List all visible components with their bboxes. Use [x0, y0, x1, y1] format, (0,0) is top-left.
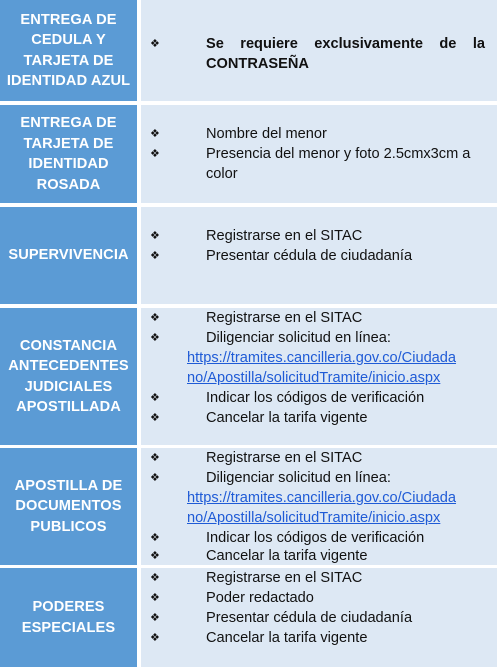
diamond-bullet-icon: ❖ [150, 230, 160, 242]
list-item [141, 144, 497, 164]
list-item [141, 368, 497, 388]
diamond-bullet-icon: ❖ [150, 392, 160, 404]
item-text: Cancelar la tarifa vigente [206, 410, 368, 426]
item-text: Presencia del menor y foto 2.5cmx3cm a [206, 146, 471, 162]
list-item [141, 546, 497, 566]
list-item [141, 226, 497, 246]
diamond-bullet-icon: ❖ [150, 312, 160, 324]
list-item [141, 124, 497, 144]
item-text: Presentar cédula de ciudadanía [206, 610, 413, 626]
list-item [141, 468, 497, 488]
item-text: Indicar los códigos de verificación [206, 390, 425, 406]
item-text: Indicar los códigos de verificación [206, 530, 425, 546]
item-text: CONTRASEÑA [206, 56, 309, 72]
apostilla-link[interactable]: no/Apostilla/solicitudTramite/inicio.aspx [187, 370, 441, 386]
item-text: Registrarse en el SITAC [206, 310, 363, 326]
item-text: Registrarse en el SITAC [206, 450, 363, 466]
item-text: Diligenciar solicitud en línea: [206, 470, 391, 486]
diamond-bullet-icon: ❖ [150, 452, 160, 464]
diamond-bullet-icon: ❖ [150, 250, 160, 262]
diamond-bullet-icon: ❖ [150, 38, 160, 50]
list-item [141, 448, 497, 468]
diamond-bullet-icon: ❖ [150, 572, 160, 584]
diamond-bullet-icon: ❖ [150, 592, 160, 604]
item-text: Nombre del menor [206, 126, 327, 142]
table-row [0, 308, 497, 445]
diamond-bullet-icon: ❖ [150, 632, 160, 644]
diamond-bullet-icon: ❖ [150, 332, 160, 344]
list-item [141, 568, 497, 588]
row-label: ENTREGA DE CEDULA Y TARJETA DE IDENTIDAD AZUL [0, 0, 137, 101]
list-item [141, 308, 497, 328]
row-label: CONSTANCIA ANTECEDENTES JUDICIALES APOSTILLADA [0, 308, 137, 445]
diamond-bullet-icon: ❖ [150, 532, 160, 544]
row-label: SUPERVIVENCIA [0, 207, 137, 304]
item-text: Presentar cédula de ciudadanía [206, 248, 413, 264]
row-content [141, 0, 497, 101]
diamond-bullet-icon: ❖ [150, 550, 160, 562]
item-text: Diligenciar solicitud en línea: [206, 330, 391, 346]
diamond-bullet-icon: ❖ [150, 412, 160, 424]
apostilla-link[interactable]: no/Apostilla/solicitudTramite/inicio.aspx [187, 510, 441, 526]
item-text: color [206, 166, 238, 182]
row-label: APOSTILLA DE DOCUMENTOS PUBLICOS [0, 448, 137, 565]
row-content [141, 568, 497, 667]
list-item [141, 488, 497, 508]
table-row [0, 568, 497, 667]
table-row [0, 0, 497, 101]
item-text: Poder redactado [206, 590, 314, 606]
item-text: Se requiere exclusivamente de la [206, 36, 485, 52]
row-content [141, 105, 497, 203]
apostilla-link[interactable]: https://tramites.cancilleria.gov.co/Ciudada [187, 350, 457, 366]
item-text: Cancelar la tarifa vigente [206, 548, 368, 564]
list-item [141, 508, 497, 528]
item-text: Cancelar la tarifa vigente [206, 630, 368, 646]
list-item [141, 388, 497, 408]
diamond-bullet-icon: ❖ [150, 612, 160, 624]
list-item [141, 408, 497, 428]
table-row [0, 105, 497, 203]
list-item [141, 608, 497, 628]
row-content [141, 207, 497, 304]
list-item [141, 528, 497, 548]
row-content [141, 448, 497, 565]
list-item [141, 54, 497, 74]
diamond-bullet-icon: ❖ [150, 472, 160, 484]
row-label: ENTREGA DE TARJETA DE IDENTIDAD ROSADA [0, 105, 137, 203]
item-text: Registrarse en el SITAC [206, 570, 363, 586]
table-row [0, 207, 497, 304]
apostilla-link[interactable]: https://tramites.cancilleria.gov.co/Ciudada [187, 490, 457, 506]
table-row [0, 448, 497, 565]
row-content [141, 308, 497, 445]
list-item [141, 348, 497, 368]
list-item [141, 628, 497, 648]
row-label: PODERES ESPECIALES [0, 568, 137, 667]
diamond-bullet-icon: ❖ [150, 148, 160, 160]
list-item [141, 164, 497, 184]
list-item [141, 328, 497, 348]
item-text: Registrarse en el SITAC [206, 228, 363, 244]
list-item [141, 246, 497, 266]
list-item [141, 588, 497, 608]
diamond-bullet-icon: ❖ [150, 128, 160, 140]
list-item [141, 34, 497, 54]
